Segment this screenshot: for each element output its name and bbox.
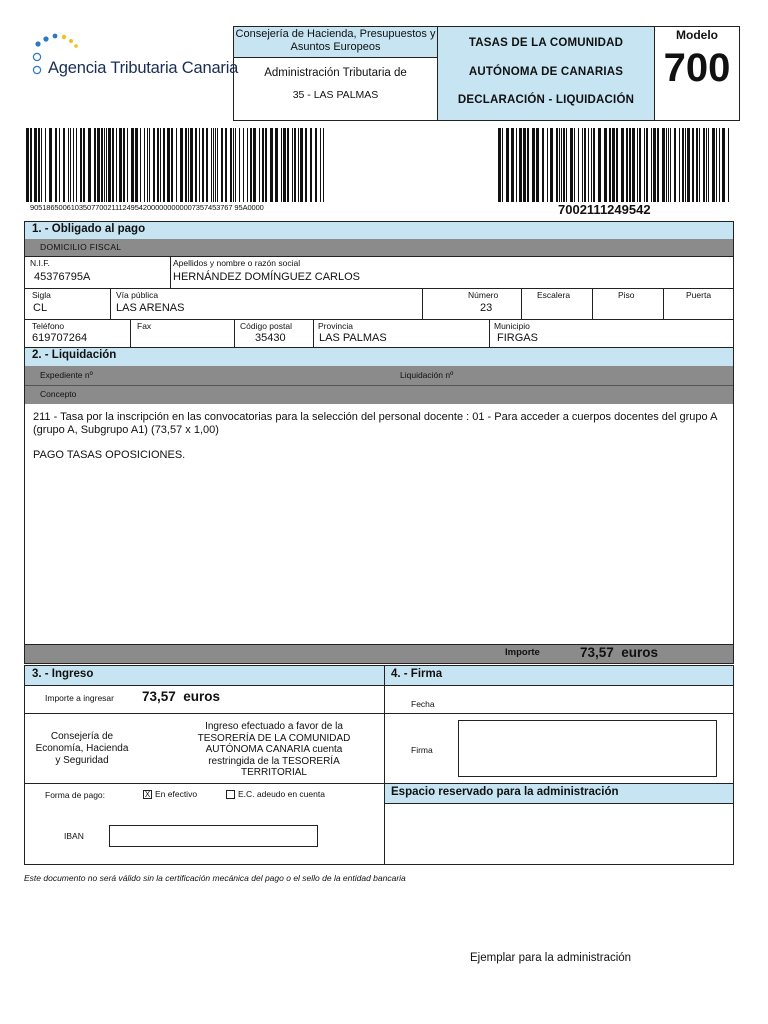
firma-box[interactable]	[458, 720, 717, 777]
numero-value: 23	[480, 302, 493, 314]
consejeria-economia: Consejería de Economía, Hacienda y Seguridad	[35, 731, 129, 766]
sigla-label: Sigla	[32, 290, 51, 300]
consejeria-text: Consejería de Hacienda, Presupuestos y Asuntos Europeos	[235, 28, 436, 53]
barcode-left	[26, 128, 324, 202]
importe-ingresar-label: Importe a ingresar	[45, 693, 114, 703]
iban-label: IBAN	[64, 831, 84, 841]
nombre-value: HERNÁNDEZ DOMÍNGUEZ CARLOS	[173, 271, 361, 283]
domicilio-fiscal: DOMICILIO FISCAL	[40, 242, 122, 252]
puerta-label: Puerta	[686, 290, 712, 300]
forma-pago-label: Forma de pago:	[45, 790, 106, 800]
section1-title: 1. - Obligado al pago	[32, 223, 146, 235]
sigla-value: CL	[33, 302, 48, 314]
modelo-label: Modelo	[676, 28, 718, 42]
nombre-label: Apellidos y nombre o razón social	[173, 258, 301, 268]
importe-value: 73,57 euros	[580, 645, 659, 660]
title-line1: TASAS DE LA COMUNIDAD	[468, 37, 624, 49]
admin-line2: 35 - LAS PALMAS	[292, 89, 379, 101]
title-line2: AUTÓNOMA DE CANARIAS	[468, 66, 624, 78]
concepto-text: 211 - Tasa por la inscripción en las convocatorias para la selección del personal docente : 01 - Para acceder a cuerpos docentes del grupo A (grupo A, Subgrupo A1) (73,57 x 1,00)	[33, 411, 717, 436]
liquidacion-label: Liquidación nº	[400, 370, 454, 380]
via-label: Vía pública	[116, 290, 159, 300]
importe-label: Importe	[505, 647, 540, 658]
disclaimer: Este documento no será válido sin la certificación mecánica del pago o el sello de la entidad bancaria	[24, 873, 406, 883]
ec-label: E.C. adeudo en cuenta	[238, 789, 325, 799]
expediente-label: Expediente nº	[40, 370, 93, 380]
firma-label: Firma	[411, 745, 433, 755]
telefono-label: Teléfono	[32, 321, 65, 331]
cp-label: Código postal	[240, 321, 292, 331]
fecha-label: Fecha	[411, 699, 435, 709]
nif-label: N.I.F.	[30, 258, 50, 268]
numero-label: Número	[468, 290, 499, 300]
ejemplar-label: Ejemplar para la administración	[470, 952, 632, 964]
provincia-label: Provincia	[318, 321, 353, 331]
nif-value: 45376795A	[34, 271, 91, 283]
modelo-number: 700	[663, 46, 731, 90]
escalera-label: Escalera	[537, 290, 571, 300]
section4-title: 4. - Firma	[391, 668, 443, 680]
section3-title: 3. - Ingreso	[32, 668, 94, 680]
concepto-label: Concepto	[40, 389, 77, 399]
admin-space-title: Espacio reservado para la administración	[391, 786, 619, 798]
efectivo-option[interactable]	[143, 789, 197, 799]
fax-label: Fax	[137, 321, 152, 331]
barcode-right	[498, 128, 730, 202]
telefono-value: 619707264	[32, 332, 88, 344]
barcode-right-text: 7002111249542	[558, 202, 651, 217]
efectivo-label: En efectivo	[155, 789, 198, 799]
logo	[30, 32, 239, 82]
importe-ingresar-value: 73,57 euros	[142, 689, 221, 704]
barcode-left-text: 90518650061035077002111249542000000000007357453767 95A0000	[30, 203, 264, 212]
admin-line1: Administración Tributaria de	[264, 67, 407, 79]
provincia-value: LAS PALMAS	[319, 332, 387, 344]
ec-option[interactable]	[226, 789, 325, 799]
title-line3: DECLARACIÓN - LIQUIDACIÓN	[457, 94, 635, 106]
municipio-value: FIRGAS	[497, 332, 538, 344]
municipio-label: Municipio	[494, 321, 530, 331]
via-value: LAS ARENAS	[116, 302, 185, 314]
iban-input[interactable]	[109, 825, 318, 847]
logo-text: Agencia Tributaria Canaria	[48, 59, 239, 77]
ingreso-text: Ingreso efectuado a favor de la TESORERÍA DE LA COMUNIDAD AUTÓNOMA CANARIA cuenta restringida de la TESORERÍA TERRITORIAL	[197, 721, 351, 778]
ec-checkbox[interactable]	[226, 790, 235, 799]
cp-value: 35430	[255, 332, 286, 344]
piso-label: Piso	[618, 290, 635, 300]
concepto-note: PAGO TASAS OPOSICIONES.	[33, 449, 186, 461]
efectivo-checkbox[interactable]: X	[144, 790, 151, 800]
section2-title: 2. - Liquidación	[32, 349, 117, 361]
